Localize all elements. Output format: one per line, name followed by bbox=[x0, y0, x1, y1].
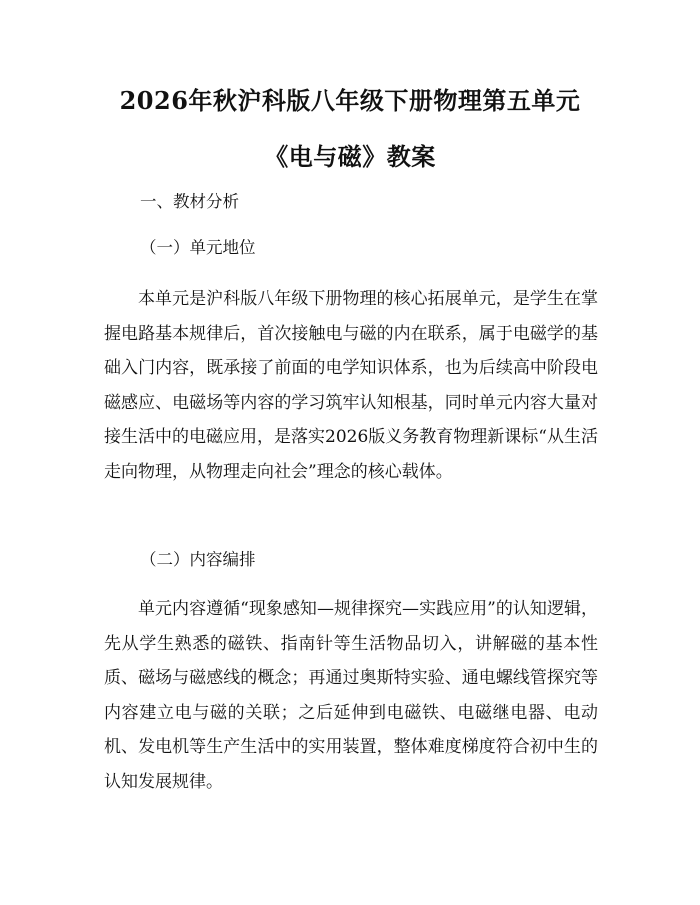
document-title-line-1: 2026年秋沪科版八年级下册物理第五单元 bbox=[119, 86, 581, 115]
section-heading-teaching-material-analysis: 一、教材分析 bbox=[140, 192, 239, 211]
document-title-line-2: 《电与磁》教案 bbox=[264, 142, 436, 171]
paragraph-content-arrangement: 单元内容遵循“现象感知—规律探究—实践应用”的认知逻辑，先从学生熟悉的磁铁、指南针等生活物品切入，讲解磁的基本性质、磁场与磁感线的概念；再通过奥斯特实验、通电螺线管探究等内容建立电与磁的关联；之后延伸到电磁铁、电磁继电器、电动机、发电机等生产生活中的实用装置，整体难度梯度符合初中生的认知发展规律。 bbox=[104, 599, 598, 792]
subsection-heading-unit-position: （一）单元地位 bbox=[140, 238, 256, 257]
paragraph-unit-position: 本单元是沪科版八年级下册物理的核心拓展单元，是学生在掌握电路基本规律后，首次接触电与磁的内在联系，属于电磁学的基础入门内容，既承接了前面的电学知识体系，也为后续高中阶段电磁感应、电磁场等内容的学习筑牢认知根基，同时单元内容大量对接生活中的电磁应用，是落实2026版义务教育物理新课标“从生活走向物理，从物理走向社会”理念的核心载体。 bbox=[104, 289, 598, 482]
subsection-heading-content-arrangement: （二）内容编排 bbox=[140, 550, 256, 569]
